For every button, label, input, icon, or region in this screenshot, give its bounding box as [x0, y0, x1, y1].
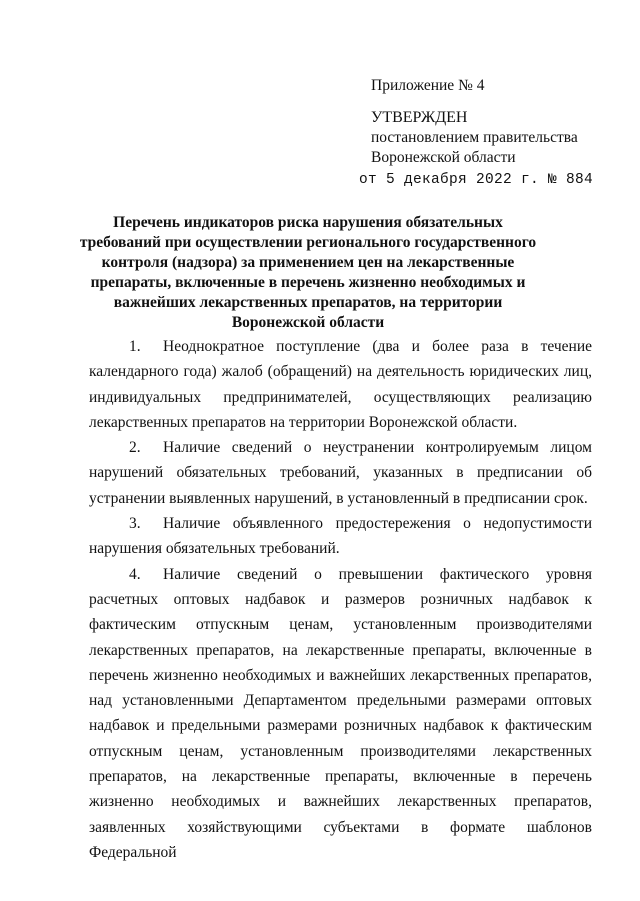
- approved-heading: УТВЕРЖДЕН: [371, 109, 468, 126]
- item-number: 1.: [129, 338, 141, 355]
- item-number: 2.: [129, 439, 141, 457]
- item-text: Наличие объявленного предостережения о недопустимости нарушения обязательных требований.: [89, 515, 592, 558]
- list-item: [89, 511, 592, 562]
- approval-block: [359, 76, 594, 190]
- item-text: Наличие сведений о превышении фактического уровня расчетных оптовых надбавок и размеров розничных надбавок к фактическим отпускным ценам, установленным производителями лекарственных препаратов, на лекарственные препараты, включенные в перечень жизненно необходимых и важнейших лекарственных препаратов, над установленными Департаментом предельными размерами оптовых надбавок и предельными размерами розничных надбавок к фактическим отпускным ценам, установленным производителями лекарственных препаратов, на лекарственные препараты, включенные в перечень жизненно необходимых и важнейших лекарственных препаратов, заявленных хозяйствующими субъектами в формате шаблонов Федеральной: [89, 565, 592, 861]
- document-body: [89, 334, 592, 865]
- item-text: Неоднократное поступление (два и более раза в течение календарного года) жалоб (обращений) на деятельность юридических лиц, индивидуальных предпринимателей, осуществляющих реализацию лекарственных препаратов на территории Воронежской области.: [89, 338, 592, 431]
- item-number: 3.: [129, 515, 141, 533]
- list-item: [89, 334, 592, 435]
- resolution-date: от 5 декабря 2022 г. № 884: [359, 172, 594, 188]
- list-item: [89, 435, 592, 511]
- item-number: 4.: [129, 565, 141, 583]
- document-title: Перечень индикаторов риска нарушения обязательных требований при осуществлении регионального государственного контроля (надзора) за применением цен на лекарственные препараты, включенные в перечень жизненно необходимых и важнейших лекарственных препаратов, на территории Воронежской области: [79, 214, 537, 331]
- annex-number: Приложение № 4: [371, 77, 485, 94]
- list-item: [89, 562, 592, 866]
- approved-region-line: Воронежской области: [371, 149, 516, 166]
- item-text: Наличие сведений о неустранении контролируемым лицом нарушений обязательных требований, указанных в предписании об устранении выявленных нарушений, в установленный в предписании срок.: [89, 439, 592, 507]
- approved-by-line: постановлением правительства: [371, 129, 578, 146]
